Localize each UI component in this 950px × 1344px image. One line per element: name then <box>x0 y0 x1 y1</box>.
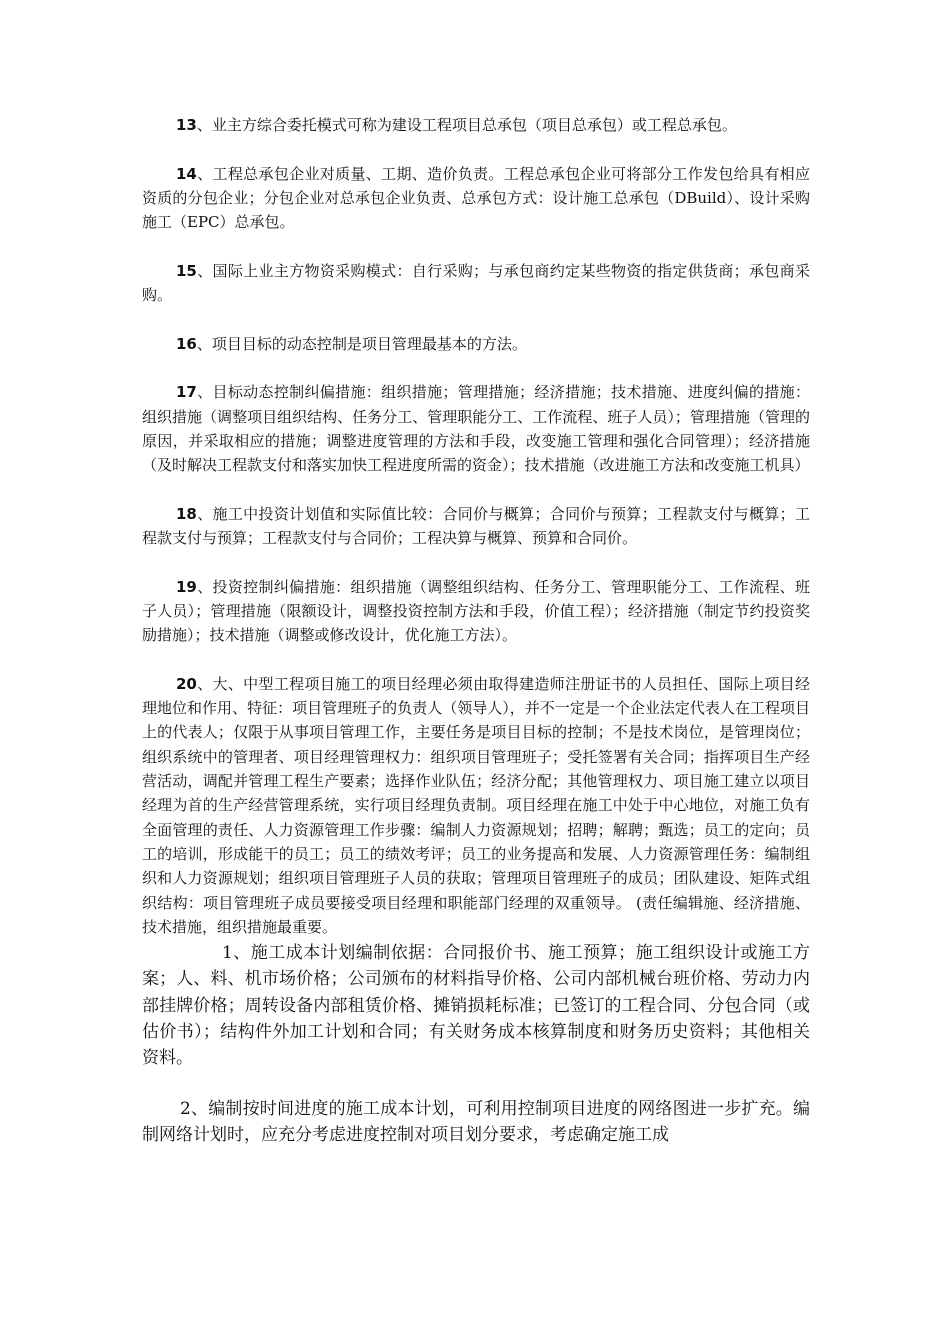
paragraph-number: 17 <box>176 383 197 402</box>
paragraph-cost-plan-schedule: 2、编制按时间进度的施工成本计划，可利用控制项目进度的网络图进一步扩充。编制网络计划时，应充分考虑进度控制对项目划分要求，考虑确定施工成 <box>142 1099 810 1146</box>
paragraph-number: 16 <box>176 334 197 353</box>
paragraph-19 <box>142 575 810 648</box>
paragraph-17 <box>142 380 810 477</box>
paragraph-text: 、施工中投资计划值和实际值比较：合同价与概算；合同价与预算；工程款支付与概算；工程款支付与预算；工程款支付与合同价；工程决算与概算、预算和合同价。 <box>142 504 810 548</box>
paragraph-text: 、国际上业主方物资采购模式：自行采购；与承包商约定某些物资的指定供货商；承包商采购。 <box>142 261 810 305</box>
paragraph-18 <box>142 502 810 551</box>
paragraph-number: 13 <box>176 116 197 134</box>
document-page <box>142 113 810 1149</box>
paragraph-text: 、项目目标的动态控制是项目管理最基本的方法。 <box>196 334 527 353</box>
paragraph-number: 14 <box>176 164 197 183</box>
paragraph-20 <box>142 672 810 939</box>
paragraph-number: 20 <box>176 674 197 693</box>
paragraph-text: 、业主方综合委托模式可称为建设工程项目总承包（项目总承包）或工程总承包。 <box>196 116 737 134</box>
paragraph-15 <box>142 259 810 308</box>
paragraph-text: 、目标动态控制纠偏措施：组织措施；管理措施；经济措施；技术措施、进度纠偏的措施：组织措施（调整项目组织结构、任务分工、管理职能分工、工作流程、班子人员）；管理措施（管理的原因，并采取相应的措施；调整进度管理的方法和手段，改变施工管理和强化合同管理）；经济措施（及时解决工程款支付和落实加快工程进度所需的资金）；技术措施（改进施工方法和改变施工机具） <box>142 383 810 475</box>
paragraph-16 <box>142 332 810 356</box>
paragraph-number: 19 <box>176 577 197 596</box>
paragraph-13 <box>142 113 810 137</box>
paragraph-text: 、投资控制纠偏措施：组织措施（调整组织结构、任务分工、管理职能分工、工作流程、班子人员）；管理措施（限额设计，调整投资控制方法和手段，价值工程）；经济措施（制定节约投资奖励措施）；技术措施（调整或修改设计，优化施工方法）。 <box>142 577 810 645</box>
paragraph-number: 15 <box>176 261 197 280</box>
paragraph-14 <box>142 162 810 235</box>
paragraph-text: 、工程总承包企业对质量、工期、造价负责。工程总承包企业可将部分工作发包给具有相应资质的分包企业；分包企业对总承包企业负责、总承包方式：设计施工总承包（DBuild）、设计采购施工（EPC）总承包。 <box>142 164 810 232</box>
paragraph-cost-plan-basis: 1、施工成本计划编制依据：合同报价书、施工预算；施工组织设计或施工方案；人、料、机市场价格；公司颁布的材料指导价格、公司内部机械台班价格、劳动力内部挂牌价格；周转设备内部租赁价格、摊销损耗标准；已签订的工程合同、分包合同（或估价书）；结构件外加工计划和合同；有关财务成本核算制度和财务历史资料；其他相关资料。 <box>142 943 810 1068</box>
paragraph-text: 、大、中型工程项目施工的项目经理必须由取得建造师注册证书的人员担任、国际上项目经理地位和作用、特征：项目管理班子的负责人（领导人），并不一定是一个企业法定代表人在工程项目上的代表人；仅限于从事项目管理工作，主要任务是项目目标的控制；不是技术岗位，是管理岗位；组织系统中的管理者、项目经理管理权力：组织项目管理班子；受托签署有关合同；指挥项目生产经营活动，调配并管理工程生产要素；选择作业队伍；经济分配；其他管理权力、项目施工建立以项目经理为首的生产经营管理系统，实行项目经理负责制。项目经理在施工中处于中心地位，对施工负有全面管理的责任、人力资源管理工作步骤：编制人力资源规划；招聘；解聘；甄选；员工的定向；员工的培训，形成能干的员工；员工的绩效考评；员工的业务提高和发展、人力资源管理任务：编制组织和人力资源规划；组织项目管理班子人员的获取；管理项目管理班子的成员；团队建设、矩阵式组织结构：项目管理班子成员要接受项目经理和职能部门经理的双重领导。 (责任编辑施、经济措施、技术措施，组织措施最重要。 <box>142 674 810 936</box>
paragraph-number: 18 <box>176 504 197 523</box>
